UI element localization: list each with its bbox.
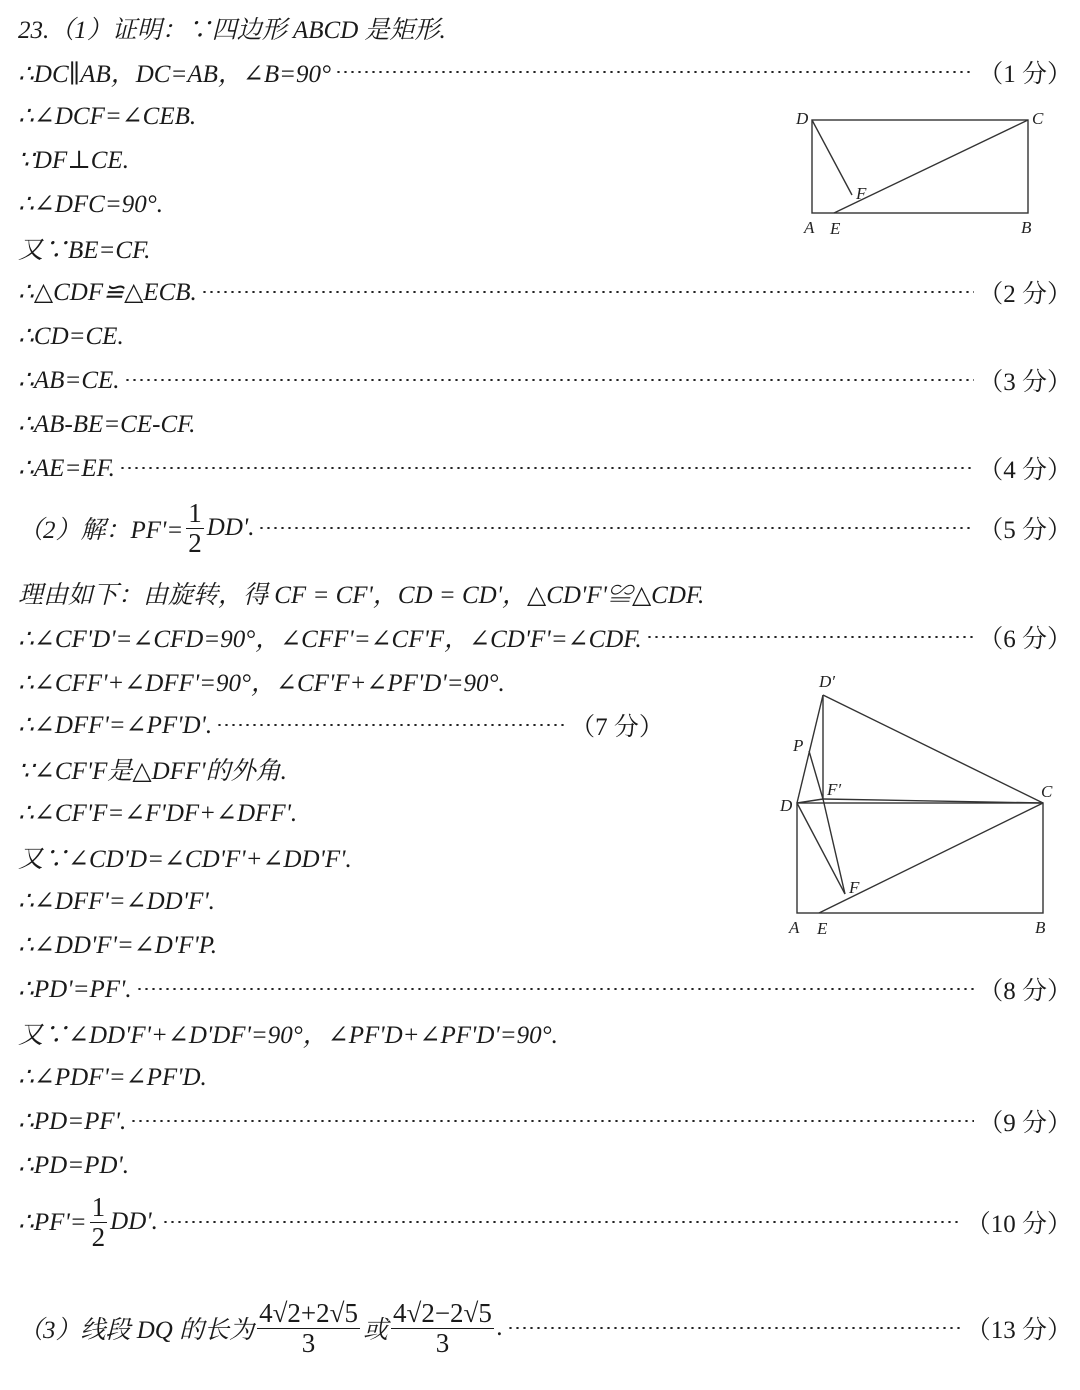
proof-text: DD'. xyxy=(110,1208,158,1235)
label-b: B xyxy=(1021,218,1032,237)
leader-dots xyxy=(130,1120,974,1122)
proof-text: 又∵BE=CF. xyxy=(18,237,151,264)
proof-text: ∴∠DFC=90°. xyxy=(18,191,163,218)
proof-text: ∵DF⊥CE. xyxy=(18,147,129,174)
proof-line-1-0 xyxy=(18,8,1072,48)
figure-2-rotation xyxy=(775,665,1065,945)
proof-text: . xyxy=(496,1314,504,1341)
fraction-numerator: 4√2−2√5 xyxy=(393,1298,492,1329)
score-label: （5 分） xyxy=(978,517,1072,544)
fraction-numerator: 1 xyxy=(188,498,202,529)
fraction-one-half xyxy=(186,499,204,557)
leader-dots xyxy=(162,1221,962,1223)
proof-text: ∴∠DCF=∠CEB. xyxy=(18,103,197,130)
proof-text: ∴∠CF'F=∠F'DF+∠DFF'. xyxy=(18,800,298,827)
proof-line-2-1 xyxy=(18,617,1072,657)
score-label: （9 分） xyxy=(978,1110,1072,1137)
rectangle-abcd xyxy=(812,120,1028,213)
proof-text: ∴∠PDF'=∠PF'D. xyxy=(18,1064,207,1091)
fraction-denominator: 2 xyxy=(91,1221,106,1252)
proof-text: （2）解：PF'= xyxy=(18,517,184,544)
proof-line-2-13 xyxy=(18,1145,1072,1185)
proof-text: ∴∠CFF'+∠DFF'=90°，∠CF'F+∠PF'D'=90°. xyxy=(18,670,505,697)
segment-d-prime-c xyxy=(823,695,1043,803)
label-p: P xyxy=(793,736,804,755)
leader-dots xyxy=(216,724,566,726)
proof-text: ∴PF'= xyxy=(18,1209,87,1236)
proof-text: ∴AB-BE=CE-CF. xyxy=(18,411,196,438)
proof-text: ∴△CDF≌△ECB. xyxy=(18,279,197,306)
score-label: （8 分） xyxy=(978,978,1072,1005)
leader-dots xyxy=(646,636,975,638)
answer-fraction-1 xyxy=(257,1299,360,1357)
proof-text: ∴∠DFF'=∠DD'F'. xyxy=(18,888,215,915)
label-c: C xyxy=(1041,782,1053,801)
score-label: （7 分） xyxy=(570,714,664,741)
score-label: （10 分） xyxy=(965,1211,1072,1238)
label-e: E xyxy=(830,219,841,238)
part2-heading xyxy=(18,496,1072,560)
score-label: （1 分） xyxy=(978,61,1072,88)
segment-df xyxy=(812,120,852,195)
proof-line-1-6 xyxy=(18,272,1072,312)
score-label: （4 分） xyxy=(978,457,1072,484)
proof-line-1-7 xyxy=(18,316,1072,356)
segment-p-f-prime xyxy=(809,751,823,799)
label-d: D xyxy=(780,796,793,815)
part3-answer xyxy=(18,1290,1072,1366)
proof-text: ∴DC∥AB，DC=AB，∠B=90° xyxy=(18,61,331,88)
proof-text: 又∵∠CD'D=∠CD'F'+∠DD'F'. xyxy=(18,846,352,873)
proof-line-1-8 xyxy=(18,360,1072,400)
proof-text: 又∵∠DD'F'+∠D'DF'=90°，∠PF'D+∠PF'D'=90°. xyxy=(18,1022,558,1049)
label-b: B xyxy=(1035,918,1046,937)
fraction-one-half xyxy=(90,1193,108,1251)
label-d-prime: D′ xyxy=(819,672,835,691)
proof-line-1-10 xyxy=(18,448,1072,488)
label-d: D xyxy=(796,109,809,128)
leader-dots xyxy=(124,379,975,381)
label-f: F xyxy=(856,184,867,203)
proof-line-1-9 xyxy=(18,404,1072,444)
proof-text: ∴∠CF'D'=∠CFD=90°，∠CFF'=∠CF'F，∠CD'F'=∠CDF. xyxy=(18,626,642,653)
proof-line-2-9 xyxy=(18,969,1072,1009)
label-e: E xyxy=(817,919,828,938)
segment-df xyxy=(797,803,845,894)
proof-text: ∴CD=CE. xyxy=(18,323,124,350)
proof-text: ∴PD=PF'. xyxy=(18,1108,127,1135)
segment-f-prime-f xyxy=(823,799,845,894)
proof-text: ∴∠DFF'=∠PF'D'. xyxy=(18,712,213,739)
leader-dots xyxy=(201,291,974,293)
proof-line-2-10 xyxy=(18,1013,1072,1053)
proof-text: （3）线段 DQ 的长为 xyxy=(18,1317,255,1344)
score-label: （3 分） xyxy=(978,369,1072,396)
or-label: 或 xyxy=(362,1317,388,1344)
answer-fraction-2 xyxy=(391,1299,494,1357)
proof-text: 理由如下：由旋转，得 CF = CF'，CD = CD'，△CD'F'≌△CDF. xyxy=(18,582,705,609)
leader-dots xyxy=(136,988,975,990)
fraction-numerator: 1 xyxy=(91,1192,106,1223)
label-f-prime: F′ xyxy=(827,780,842,799)
label-f: F xyxy=(849,878,860,897)
fraction-denominator: 2 xyxy=(188,527,202,558)
proof-line-2-11 xyxy=(18,1057,1072,1097)
proof-text: ∵∠CF'F是△DFF'的外角. xyxy=(18,758,287,785)
proof-text: ∴PD'=PF'. xyxy=(18,976,132,1003)
score-label: （2 分） xyxy=(978,281,1072,308)
score-label: （6 分） xyxy=(978,626,1072,653)
proof-text: 23.（1）证明：∵四边形 ABCD 是矩形. xyxy=(18,17,446,44)
proof-line-1-1 xyxy=(18,52,1072,92)
leader-dots xyxy=(258,527,974,529)
proof-text: ∴PD=PD'. xyxy=(18,1152,130,1179)
fraction-numerator: 4√2+2√5 xyxy=(259,1298,358,1329)
label-a: A xyxy=(804,218,815,237)
leader-dots xyxy=(335,71,974,73)
figure-1-rectangle xyxy=(790,100,1060,245)
part2-conclusion xyxy=(18,1190,1072,1254)
proof-text: ∴AE=EF. xyxy=(18,455,115,482)
fraction-denominator: 3 xyxy=(435,1327,450,1358)
leader-dots xyxy=(119,467,974,469)
proof-text: DD'. xyxy=(206,514,255,541)
score-label: （13 分） xyxy=(965,1317,1072,1344)
fraction-denominator: 3 xyxy=(301,1327,316,1358)
proof-text: ∴∠DD'F'=∠D'F'P. xyxy=(18,932,218,959)
proof-text: ∴AB=CE. xyxy=(18,367,120,394)
label-a: A xyxy=(789,918,800,937)
proof-line-2-0 xyxy=(18,573,1072,613)
label-c: C xyxy=(1032,109,1044,128)
rectangle-abcd xyxy=(797,803,1043,913)
proof-line-2-12 xyxy=(18,1101,1072,1141)
leader-dots xyxy=(507,1327,962,1329)
proof-line-2-3 xyxy=(18,705,664,745)
